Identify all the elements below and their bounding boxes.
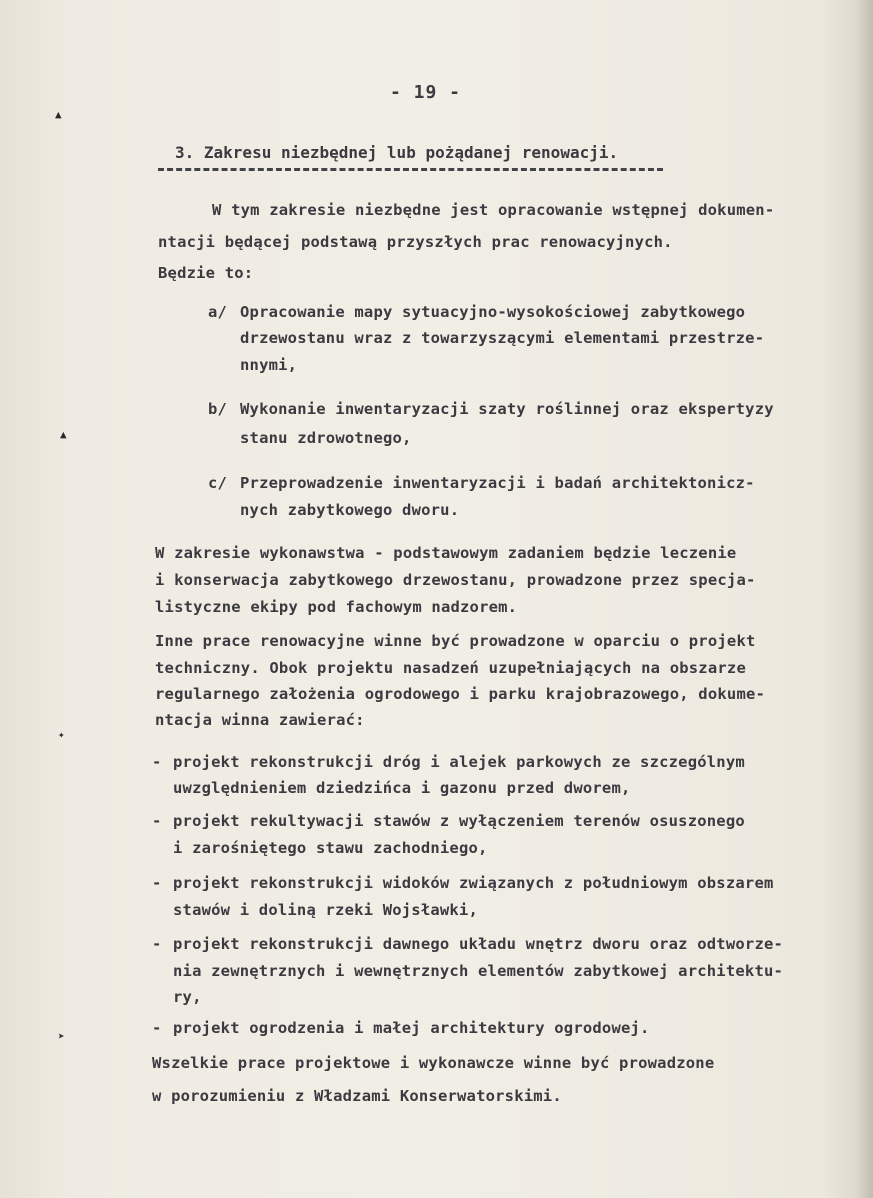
paragraph-line: regularnego założenia ogrodowego i parku krajobrazowego, dokume- [155, 685, 766, 703]
bullet-dash: - [152, 812, 162, 830]
bullet-line: projekt rekonstrukcji dawnego układu wnętrz dworu oraz odtworze- [173, 935, 784, 953]
bullet-dash: - [152, 935, 162, 953]
item-line: Opracowanie mapy sytuacyjno-wysokościowej zabytkowego [240, 303, 746, 321]
closing-line: w porozumieniu z Władzami Konserwatorskimi. [152, 1087, 562, 1105]
intro-line: ntacji będącej podstawą przyszłych prac renowacyjnych. [158, 233, 673, 251]
bullet-dash: - [152, 753, 162, 771]
item-line: stanu zdrowotnego, [240, 429, 412, 447]
margin-mark: ▲ [55, 108, 62, 121]
item-line: drzewostanu wraz z towarzyszącymi elementami przestrze- [240, 329, 765, 347]
paragraph-line: i konserwacja zabytkowego drzewostanu, prowadzone przez specja- [155, 571, 756, 589]
item-letter: b/ [208, 400, 228, 418]
bullet-line: projekt rekonstrukcji widoków związanych z południowym obszarem [173, 874, 774, 892]
intro-line: W tym zakresie niezbędne jest opracowanie wstępnej dokumen- [212, 201, 775, 219]
item-line: Przeprowadzenie inwentaryzacji i badań architektonicz- [240, 474, 755, 492]
margin-mark: ▲ [60, 428, 67, 441]
bullet-line: projekt ogrodzenia i małej architektury ogrodowej. [173, 1019, 650, 1037]
paragraph-line: listyczne ekipy pod fachowym nadzorem. [155, 598, 518, 616]
bullet-line: projekt rekonstrukcji dróg i alejek parkowych ze szczególnym [173, 753, 745, 771]
paragraph-line: ntacja winna zawierać: [155, 711, 365, 729]
section-heading: 3. Zakresu niezbędnej lub pożądanej renowacji. [175, 143, 619, 162]
paragraph-line: W zakresie wykonawstwa - podstawowym zadaniem będzie leczenie [155, 544, 737, 562]
margin-mark: ✦ [58, 728, 65, 741]
bullet-line: ry, [173, 988, 202, 1006]
bullet-line: stawów i doliną rzeki Wojsławki, [173, 901, 479, 919]
heading-underline [158, 168, 663, 171]
margin-mark: ➤ [58, 1030, 65, 1043]
bullet-line: uwzględnieniem dziedzińca i gazonu przed dworem, [173, 779, 631, 797]
page-number: - 19 - [390, 82, 462, 103]
item-line: nych zabytkowego dworu. [240, 501, 460, 519]
bullet-line: projekt rekultywacji stawów z wyłączeniem terenów osuszonego [173, 812, 745, 830]
bullet-line: nia zewnętrznych i wewnętrznych elementów zabytkowej architektu- [173, 962, 784, 980]
item-line: nnymi, [240, 356, 298, 374]
bullet-dash: - [152, 1019, 162, 1037]
paragraph-line: techniczny. Obok projektu nasadzeń uzupełniających na obszarze [155, 659, 746, 677]
item-letter: a/ [208, 303, 228, 321]
item-letter: c/ [208, 474, 228, 492]
item-line: Wykonanie inwentaryzacji szaty roślinnej oraz ekspertyzy [240, 400, 774, 418]
intro-line: Będzie to: [158, 264, 254, 282]
paragraph-line: Inne prace renowacyjne winne być prowadzone w oparciu o projekt [155, 632, 756, 650]
closing-line: Wszelkie prace projektowe i wykonawcze winne być prowadzone [152, 1054, 715, 1072]
bullet-dash: - [152, 874, 162, 892]
bullet-line: i zarośniętego stawu zachodniego, [173, 839, 488, 857]
